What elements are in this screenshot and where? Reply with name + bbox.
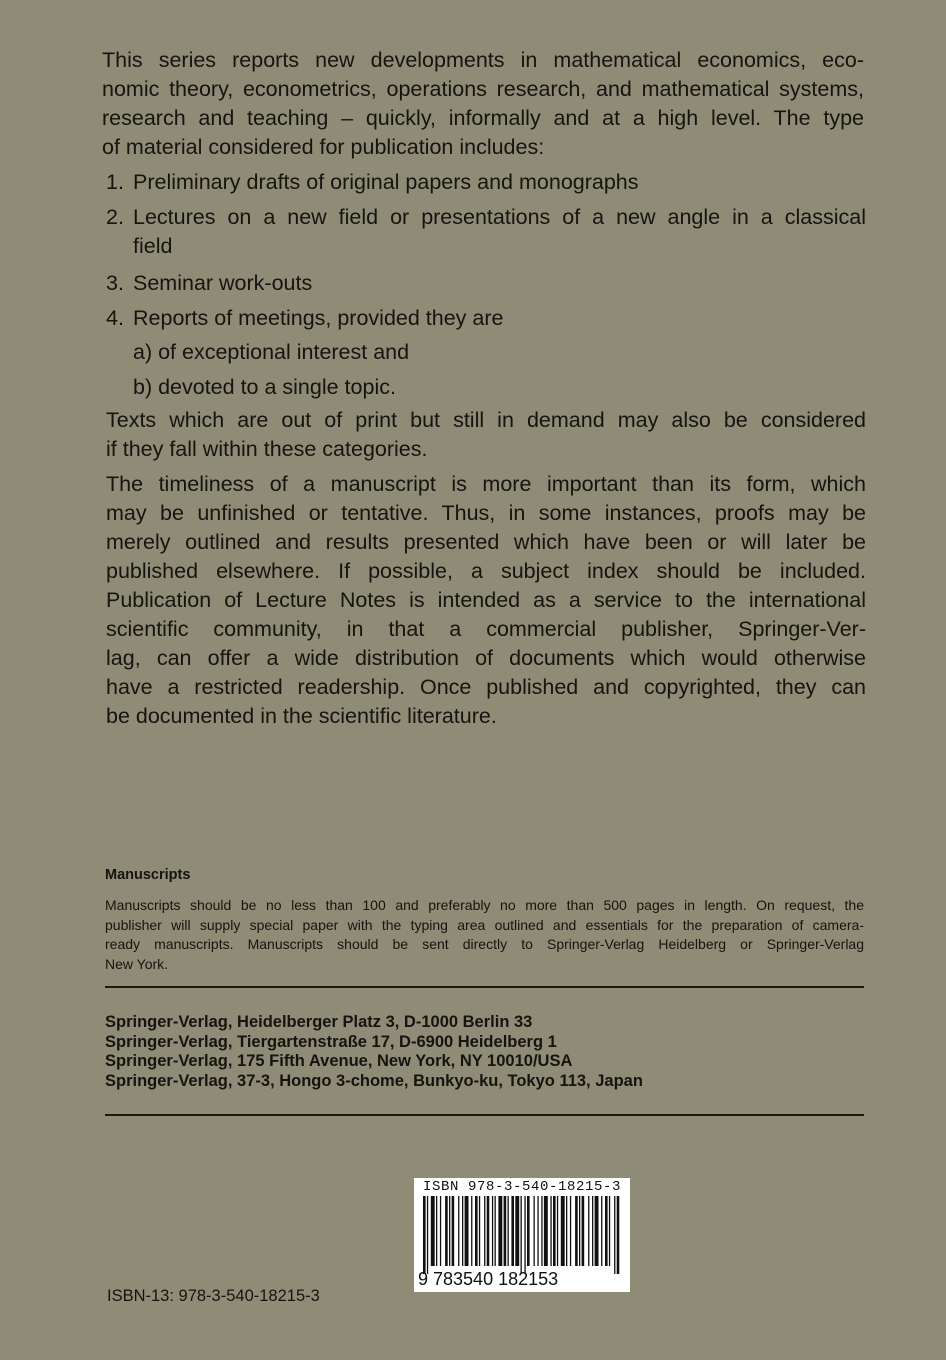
list-item-number: 4. [106,306,124,330]
barcode-bars [423,1196,621,1274]
isbn-barcode [414,1178,630,1292]
manuscripts-heading: Manuscripts [105,867,191,883]
intro-line: This series reports new developments in mathematical economics, eco- [102,48,864,72]
address-line: Springer-Verlag, 175 Fifth Avenue, New York, NY 10010/USA [105,1052,573,1070]
barcode-bar [436,1196,437,1266]
barcode-bar [504,1196,507,1266]
list-item-continuation: field [133,234,173,258]
barcode-bar [527,1196,530,1266]
barcode-bar [561,1196,565,1266]
manuscripts-line: Manuscripts should be no less than 100 and preferably no more than 500 pages in length. On request, the [105,897,864,913]
barcode-bar [537,1196,538,1266]
barcode-bar [570,1196,571,1266]
paragraph-line: scientific community, in that a commercial publisher, Springer-Ver- [106,617,866,641]
barcode-bar [440,1196,441,1266]
barcode-bar [475,1196,478,1266]
barcode-bar [484,1196,485,1266]
manuscripts-line: ready manuscripts. Manuscripts should be sent directly to Springer-Verlag Heidelberg or Springer-Verlag [105,936,864,952]
list-item: Seminar work-outs [133,271,313,295]
paragraph-line: have a restricted readership. Once published and copyrighted, they can [106,675,866,699]
barcode-bar [614,1196,615,1274]
barcode-bar [534,1196,535,1266]
barcode-bar [511,1196,514,1266]
paragraph-line: published elsewhere. If possible, a subject index should be included. [106,559,866,583]
divider-top [105,986,864,988]
barcode-bar [449,1196,450,1266]
barcode-bar [566,1196,567,1266]
sub-item: a) of exceptional interest and [133,340,410,364]
barcode-bar [605,1196,608,1266]
barcode-bar [544,1196,548,1266]
barcode-bar [575,1196,578,1266]
intro-line: of material considered for publication includes: [102,135,545,159]
paragraph-line: merely outlined and results presented which have been or will later be [106,530,866,554]
address-line: Springer-Verlag, Heidelberger Platz 3, D-1000 Berlin 33 [105,1013,533,1031]
barcode-bar [541,1196,542,1266]
isbn-13: ISBN-13: 978-3-540-18215-3 [107,1287,320,1305]
barcode-bar [458,1196,459,1266]
barcode-bar [479,1196,480,1266]
barcode-bar [521,1196,522,1274]
barcode-bar [617,1196,620,1274]
barcode-bar [595,1196,599,1266]
paragraph-line: lag, can offer a wide distribution of documents which would otherwise [106,646,866,670]
barcode-bar [553,1196,556,1266]
barcode-bar [445,1196,448,1266]
barcode-bar [588,1196,589,1266]
paragraph-line: may be unfinished or tentative. Thus, in some instances, proofs may be [106,501,866,525]
barcode-bar [550,1196,551,1266]
sub-item: b) devoted to a single topic. [133,375,396,399]
barcode-isbn-label: ISBN 978-3-540-18215-3 [422,1179,622,1195]
list-item-number: 3. [106,271,124,295]
barcode-bar [582,1196,585,1266]
barcode-bar [487,1196,490,1266]
barcode-bar [524,1196,525,1274]
barcode-bar [495,1196,496,1266]
list-item: Lectures on a new field or presentations of a new angle in a classical [133,205,866,229]
intro-line: nomic theory, econometrics, operations research, and mathematical systems, [102,77,864,101]
paragraph-line: Publication of Lecture Notes is intended as a service to the international [106,588,866,612]
intro-line: research and teaching – quickly, informally and at a high level. The type [102,106,864,130]
publication-list [106,170,866,410]
manuscripts-line: New York. [105,955,169,972]
list-item: Preliminary drafts of original papers and monographs [133,170,639,194]
divider-bottom [105,1114,864,1116]
barcode-bar [579,1196,580,1266]
paragraph-line: The timeliness of a manuscript is more important than its form, which [106,472,866,496]
barcode-bar [508,1196,509,1266]
list-item-number: 2. [106,205,124,229]
paragraph-line: Texts which are out of print but still in demand may also be considered [106,408,866,432]
list-item-number: 1. [106,170,124,194]
barcode-bar [431,1196,435,1266]
barcode-bar [515,1196,519,1266]
list-item: Reports of meetings, provided they are [133,306,504,330]
barcode-bar [609,1196,610,1266]
barcode-bar [601,1196,602,1266]
address-line: Springer-Verlag, 37-3, Hongo 3-chome, Bunkyo-ku, Tokyo 113, Japan [105,1071,643,1090]
barcode-bar [423,1196,426,1274]
barcode-bar [492,1196,493,1266]
barcode-bar [592,1196,593,1266]
address-line: Springer-Verlag, Tiergartenstraße 17, D-6900 Heidelberg 1 [105,1032,557,1051]
barcode-bar [462,1196,463,1266]
paragraph-line: be documented in the scientific literature. [106,704,497,728]
barcode-bar [427,1196,428,1274]
barcode-bar [465,1196,469,1266]
barcode-bar [452,1196,455,1266]
paragraph-line: if they fall within these categories. [106,437,428,461]
barcode-digits: 9 783540 182153 [418,1269,559,1289]
barcode-bar [557,1196,558,1266]
barcode-bar [471,1196,472,1266]
barcode-bar [498,1196,502,1266]
manuscripts-line: publisher will supply special paper with the typing area outlined and essentials for the preparation of camera- [105,916,864,933]
